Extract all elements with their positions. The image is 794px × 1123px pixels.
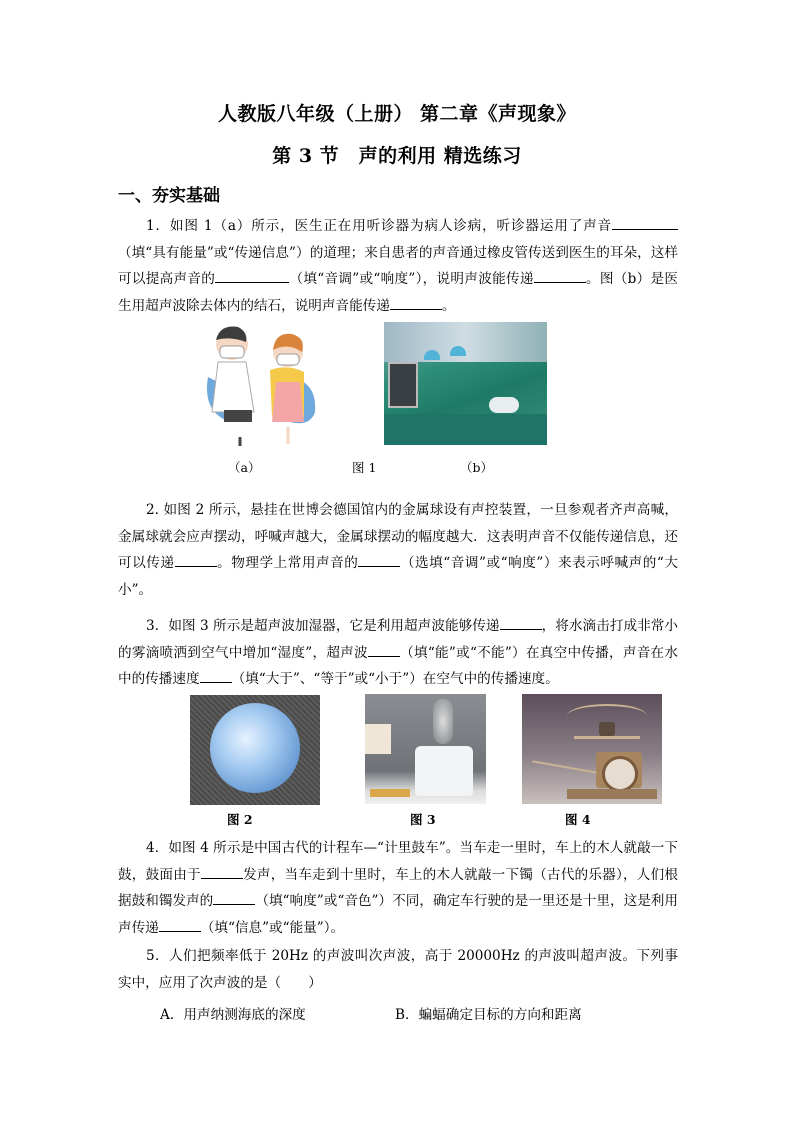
glove-hand-icon: [489, 397, 519, 413]
mist-icon: [433, 699, 453, 744]
cart-shaft-icon: [532, 760, 596, 773]
question-2: 2. 如图 2 所示，悬挂在世博会德国馆内的金属球设有声控装置，一旦参观者齐声高喊，金属球就会应声摆动，呼喊声越大，金属球摆动的幅度越大．这表明声音不仅能传递信息，还可以传递 。物理学上常用声音的 （选填“音调”或“响度”）来表示呼喊声的“大小”。: [118, 502, 679, 598]
answer-blank[interactable]: [390, 295, 442, 310]
document-title: 人教版八年级（上册） 第二章《声现象》: [217, 103, 577, 125]
wheel-icon: [602, 756, 638, 792]
figure-1a-doctor-cartoon: [200, 322, 320, 447]
question-1: 1．如图 1（a）所示，医生正在用听诊器为病人诊病，听诊器运用了声音（填“具有能量”或“传递信息”）的道理；来自患者的声音通过橡皮管传送到医生的耳朵，这样可以提高声音的 （填“音调”或“响度”），说明声波能传递 。图（b）是医生用超声波除去体内的结石，说明声音能传递 。: [118, 213, 678, 319]
surgeon-cap-icon: [450, 346, 466, 356]
room-background: [384, 322, 547, 362]
figure-arms-icon: [574, 736, 640, 739]
question-4: 4．如图 4 所示是中国古代的计程车—“计里鼓车”。当车走一里时，车上的木人就敲一下鼓，鼓面由于 发声，当车走到十里时，车上的木人就敲一下镯（古代的乐器），人们根据鼓和镯发声的 （填“响度”或“音色”）不同，确定车行驶的是一里还是十里，这是利用声传递 （填“信息”或“能量”）。: [118, 840, 679, 936]
figure-3-humidifier: [365, 694, 486, 804]
figure-1b-caption: （b）: [460, 460, 494, 475]
figure-3-caption: 图 3: [410, 812, 436, 827]
document-subtitle: 第 3 节 声的利用 精选练习: [272, 145, 522, 167]
answer-blank[interactable]: [500, 615, 542, 630]
answer-blank[interactable]: [200, 668, 232, 683]
answer-blank[interactable]: [213, 890, 255, 905]
metal-ball-icon: [210, 703, 300, 793]
answer-blank[interactable]: [159, 917, 201, 932]
question-3: 3．如图 3 所示是超声波加湿器，它是利用超声波能够传递 ，将水滴击打成非常小的雾滴喷洒到空气中增加“湿度”，超声波 （填“能”或“不能”）在真空中传播，声音在水中的传播速度 （填“大于”、“等于”或“小于”）在空气中的传播速度。: [118, 613, 678, 693]
question-5: 5．人们把频率低于 20Hz 的声波叫次声波，高于 20000Hz 的声波叫超声波。下列事实中，应用了次声波的是（ ）: [118, 948, 678, 991]
figure-1a-caption: （a）: [228, 460, 261, 475]
answer-blank[interactable]: [368, 642, 400, 657]
figure-4-drum-cart: [522, 694, 662, 804]
figure-1b-operating-room: [384, 322, 547, 445]
option-a[interactable]: A．用声纳测海底的深度: [160, 1007, 306, 1023]
humidifier-icon: [415, 746, 473, 796]
books-icon: [370, 789, 410, 797]
answer-blank[interactable]: [612, 215, 678, 230]
figure-2-metal-ball: [190, 695, 320, 805]
option-b[interactable]: B．蝙蝠确定目标的方向和距离: [395, 1007, 582, 1023]
surgeon-cap-icon: [424, 350, 440, 360]
cart-base-icon: [567, 789, 657, 799]
figure-2-caption: 图 2: [227, 812, 253, 827]
answer-blank[interactable]: [175, 552, 217, 567]
doctor-stethoscope-icon: [200, 322, 320, 447]
answer-blank[interactable]: [534, 268, 586, 283]
figure-1-caption: 图 1: [352, 460, 377, 475]
drum-icon: [599, 722, 615, 736]
figure-4-caption: 图 4: [565, 812, 591, 827]
lamp-icon: [365, 724, 391, 754]
answer-blank[interactable]: [358, 552, 400, 567]
surgical-drape: [384, 414, 547, 445]
answer-blank[interactable]: [201, 864, 243, 879]
section-heading: 一、夯实基础: [118, 186, 220, 206]
monitor-icon: [388, 362, 418, 408]
answer-blank[interactable]: [215, 268, 289, 283]
